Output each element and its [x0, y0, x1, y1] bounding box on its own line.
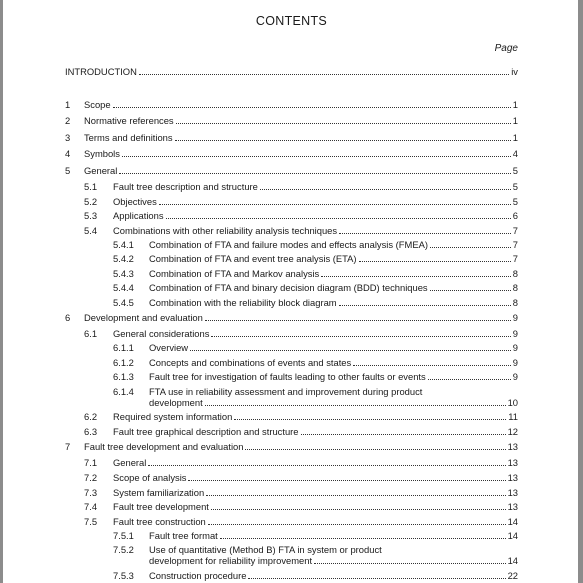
toc-entry[interactable]	[149, 530, 518, 541]
toc-entry-page: 13	[507, 457, 518, 468]
toc-entry-number: 7.5.3	[113, 570, 134, 581]
toc-entry-number: 7.3	[84, 487, 98, 498]
dot-leader	[234, 419, 506, 420]
toc-entry[interactable]	[149, 282, 518, 293]
toc-entry-page: 13	[507, 487, 518, 498]
dot-leader	[206, 495, 505, 496]
toc-entry-page: 14	[507, 516, 518, 527]
toc-entry-title: Combination of FTA and event tree analysis (ETA)	[149, 253, 357, 264]
dot-leader	[430, 247, 511, 248]
toc-entry-page: 9	[512, 342, 518, 353]
toc-entry-number: 5.4.5	[113, 297, 134, 308]
toc-entry[interactable]	[113, 516, 518, 527]
toc-entry[interactable]	[113, 487, 518, 498]
toc-entry-title: Combination of FTA and binary decision diagram (BDD) techniques	[149, 282, 428, 293]
toc-entry-number: 5.4.2	[113, 253, 134, 264]
dot-leader	[176, 123, 511, 124]
toc-entry-number: 5.4	[84, 225, 98, 236]
toc-entry-page: 13	[507, 501, 518, 512]
dot-leader	[430, 290, 511, 291]
toc-entry[interactable]	[113, 501, 518, 512]
toc-entry-title: Scope	[84, 99, 111, 110]
toc-entry[interactable]	[113, 472, 518, 483]
toc-entry[interactable]	[149, 357, 518, 368]
toc-entry-page: 9	[512, 312, 518, 323]
dot-leader	[175, 140, 511, 141]
toc-entry-page: 8	[512, 297, 518, 308]
toc-entry-page: 7	[512, 225, 518, 236]
toc-entry-title: General	[113, 457, 147, 468]
dot-leader	[260, 189, 511, 190]
toc-entry[interactable]	[84, 312, 518, 323]
toc-entry[interactable]	[149, 371, 518, 382]
toc-entry-number: 6.1.2	[113, 357, 134, 368]
toc-entry-title: Symbols	[84, 148, 120, 159]
dot-leader	[301, 434, 506, 435]
toc-entry[interactable]	[113, 457, 518, 468]
toc-entry-page: 13	[507, 441, 518, 452]
toc-entry-page: 14	[507, 530, 518, 541]
toc-entry-number: 3	[65, 132, 71, 143]
toc-entry[interactable]	[149, 570, 518, 581]
toc-entry-title: General	[84, 165, 118, 176]
dot-leader	[339, 305, 511, 306]
toc-entry-title-continued: development for reliability improvement	[149, 555, 313, 566]
toc-entry-page: 9	[512, 371, 518, 382]
dot-leader	[248, 578, 505, 579]
toc-entry[interactable]	[84, 148, 518, 159]
toc-entry-title: Combination with the reliability block diagram	[149, 297, 337, 308]
toc-entry-number: 5	[65, 165, 71, 176]
toc-entry[interactable]	[84, 165, 518, 176]
toc-entry-number: 7.5	[84, 516, 98, 527]
toc-entry[interactable]	[149, 544, 518, 566]
toc-entry-title: Development and evaluation	[84, 312, 203, 323]
contents-title: CONTENTS	[255, 14, 328, 28]
dot-leader	[205, 320, 511, 321]
dot-leader	[119, 173, 510, 174]
dot-leader	[139, 74, 509, 75]
toc-entry-page: 4	[512, 148, 518, 159]
toc-entry-number: 6.1.3	[113, 371, 134, 382]
toc-entry-number: 5.4.1	[113, 239, 134, 250]
toc-entry-number: 7	[65, 441, 71, 452]
toc-entry[interactable]	[113, 210, 518, 221]
toc-entry-number: 6	[65, 312, 71, 323]
toc-entry[interactable]	[84, 132, 518, 143]
toc-entry[interactable]	[65, 66, 518, 77]
toc-entry-number: 7.1	[84, 457, 98, 468]
toc-entry-title: FTA use in reliability assessment and improvement during product	[149, 386, 423, 397]
dot-leader	[148, 465, 505, 466]
toc-entry[interactable]	[84, 115, 518, 126]
toc-entry-title: Fault tree development and evaluation	[84, 441, 244, 452]
toc-entry-title: Construction procedure	[149, 570, 247, 581]
toc-entry-title: Concepts and combinations of events and states	[149, 357, 352, 368]
toc-entry-number: 1	[65, 99, 71, 110]
toc-entry-title: Use of quantitative (Method B) FTA in system or product	[149, 544, 382, 555]
toc-entry-page: 5	[512, 196, 518, 207]
toc-entry-page: 13	[507, 472, 518, 483]
toc-entry[interactable]	[149, 342, 518, 353]
toc-entry-number: 2	[65, 115, 71, 126]
toc-entry-page: 7	[512, 239, 518, 250]
toc-entry-page: 9	[512, 328, 518, 339]
toc-entry-page: 11	[508, 411, 518, 422]
toc-entry-page: 8	[512, 268, 518, 279]
toc-entry-number: 6.1.1	[113, 342, 134, 353]
toc-entry-page: 14	[507, 555, 518, 566]
dot-leader	[188, 480, 505, 481]
toc-entry-number: 7.2	[84, 472, 98, 483]
toc-entry-number: 6.2	[84, 411, 98, 422]
toc-entry-title: Objectives	[113, 196, 157, 207]
dot-leader	[245, 449, 505, 450]
toc-entry[interactable]	[149, 268, 518, 279]
dot-leader	[190, 350, 511, 351]
toc-entry-title: Combination of FTA and failure modes and effects analysis (FMEA)	[149, 239, 428, 250]
toc-entry-title: Combination of FTA and Markov analysis	[149, 268, 320, 279]
toc-entry[interactable]	[149, 386, 518, 408]
toc-entry-title: Fault tree development	[113, 501, 209, 512]
toc-entry-number: 4	[65, 148, 71, 159]
toc-entry-number: 6.3	[84, 426, 98, 437]
toc-entry-number: 6.1.4	[113, 386, 134, 397]
toc-entry[interactable]	[84, 441, 518, 452]
toc-entry-page: 1	[512, 99, 518, 110]
dot-leader	[353, 365, 511, 366]
toc-entry-page: 7	[512, 253, 518, 264]
dot-leader	[359, 261, 511, 262]
toc-entry[interactable]	[149, 253, 518, 264]
toc-entry-title: Fault tree graphical description and structure	[113, 426, 299, 437]
toc-entry[interactable]	[149, 297, 518, 308]
toc-entry-number: 5.2	[84, 196, 98, 207]
dot-leader	[166, 218, 511, 219]
dot-leader	[339, 233, 511, 234]
toc-entry-title: Fault tree construction	[113, 516, 206, 527]
toc-entry-title: Terms and definitions	[84, 132, 173, 143]
dot-leader	[208, 524, 506, 525]
toc-entry-page: 5	[512, 165, 518, 176]
toc-entry-number: 5.4.4	[113, 282, 134, 293]
toc-entry-page: 5	[512, 181, 518, 192]
toc-entry-page: iv	[511, 66, 518, 77]
toc-entry[interactable]	[113, 181, 518, 192]
dot-leader	[220, 538, 506, 539]
toc-entry-page: 22	[507, 570, 518, 581]
dot-leader	[314, 563, 505, 564]
toc-entry-page: 8	[512, 282, 518, 293]
toc-entry-number: 5.3	[84, 210, 98, 221]
toc-entry-number: 5.4.3	[113, 268, 134, 279]
toc-entry[interactable]	[113, 411, 518, 422]
toc-entry-title: Overview	[149, 342, 189, 353]
toc-entry-title: System familiarization	[113, 487, 205, 498]
toc-entry[interactable]	[113, 328, 518, 339]
toc-entry-title: INTRODUCTION	[65, 66, 137, 77]
toc-entry-page: 10	[507, 397, 518, 408]
toc-entry-page: 1	[512, 115, 518, 126]
dot-leader	[122, 156, 511, 157]
page-column-label: Page	[494, 43, 518, 54]
toc-entry[interactable]	[149, 239, 518, 250]
toc-entry-title-continued: development	[149, 397, 203, 408]
dot-leader	[321, 276, 511, 277]
toc-entry-page: 6	[512, 210, 518, 221]
toc-entry[interactable]	[113, 426, 518, 437]
toc-entry-number: 6.1	[84, 328, 98, 339]
dot-leader	[428, 379, 511, 380]
toc-entry-number: 5.1	[84, 181, 98, 192]
toc-entry-title: Applications	[113, 210, 164, 221]
toc-entry-title: Required system information	[113, 411, 233, 422]
toc-entry-title: Fault tree format	[149, 530, 218, 541]
toc-entry[interactable]	[84, 99, 518, 110]
dot-leader	[205, 405, 506, 406]
toc-entry-title: Normative references	[84, 115, 174, 126]
toc-entry[interactable]	[113, 225, 518, 236]
toc-entry-title: General considerations	[113, 328, 210, 339]
toc-entry-title: Fault tree description and structure	[113, 181, 258, 192]
dot-leader	[113, 107, 511, 108]
toc-entry-page: 12	[507, 426, 518, 437]
toc-entry[interactable]	[113, 196, 518, 207]
toc-entry-number: 7.5.2	[113, 544, 134, 555]
toc-entry-number: 7.5.1	[113, 530, 134, 541]
dot-leader	[211, 509, 506, 510]
toc-entry-title: Fault tree for investigation of faults leading to other faults or events	[149, 371, 426, 382]
toc-entry-title: Scope of analysis	[113, 472, 187, 483]
dot-leader	[211, 336, 510, 337]
toc-entry-page: 1	[512, 132, 518, 143]
dot-leader	[159, 204, 511, 205]
toc-entry-title: Combinations with other reliability analysis techniques	[113, 225, 338, 236]
toc-entry-number: 7.4	[84, 501, 98, 512]
toc-entry-page: 9	[512, 357, 518, 368]
